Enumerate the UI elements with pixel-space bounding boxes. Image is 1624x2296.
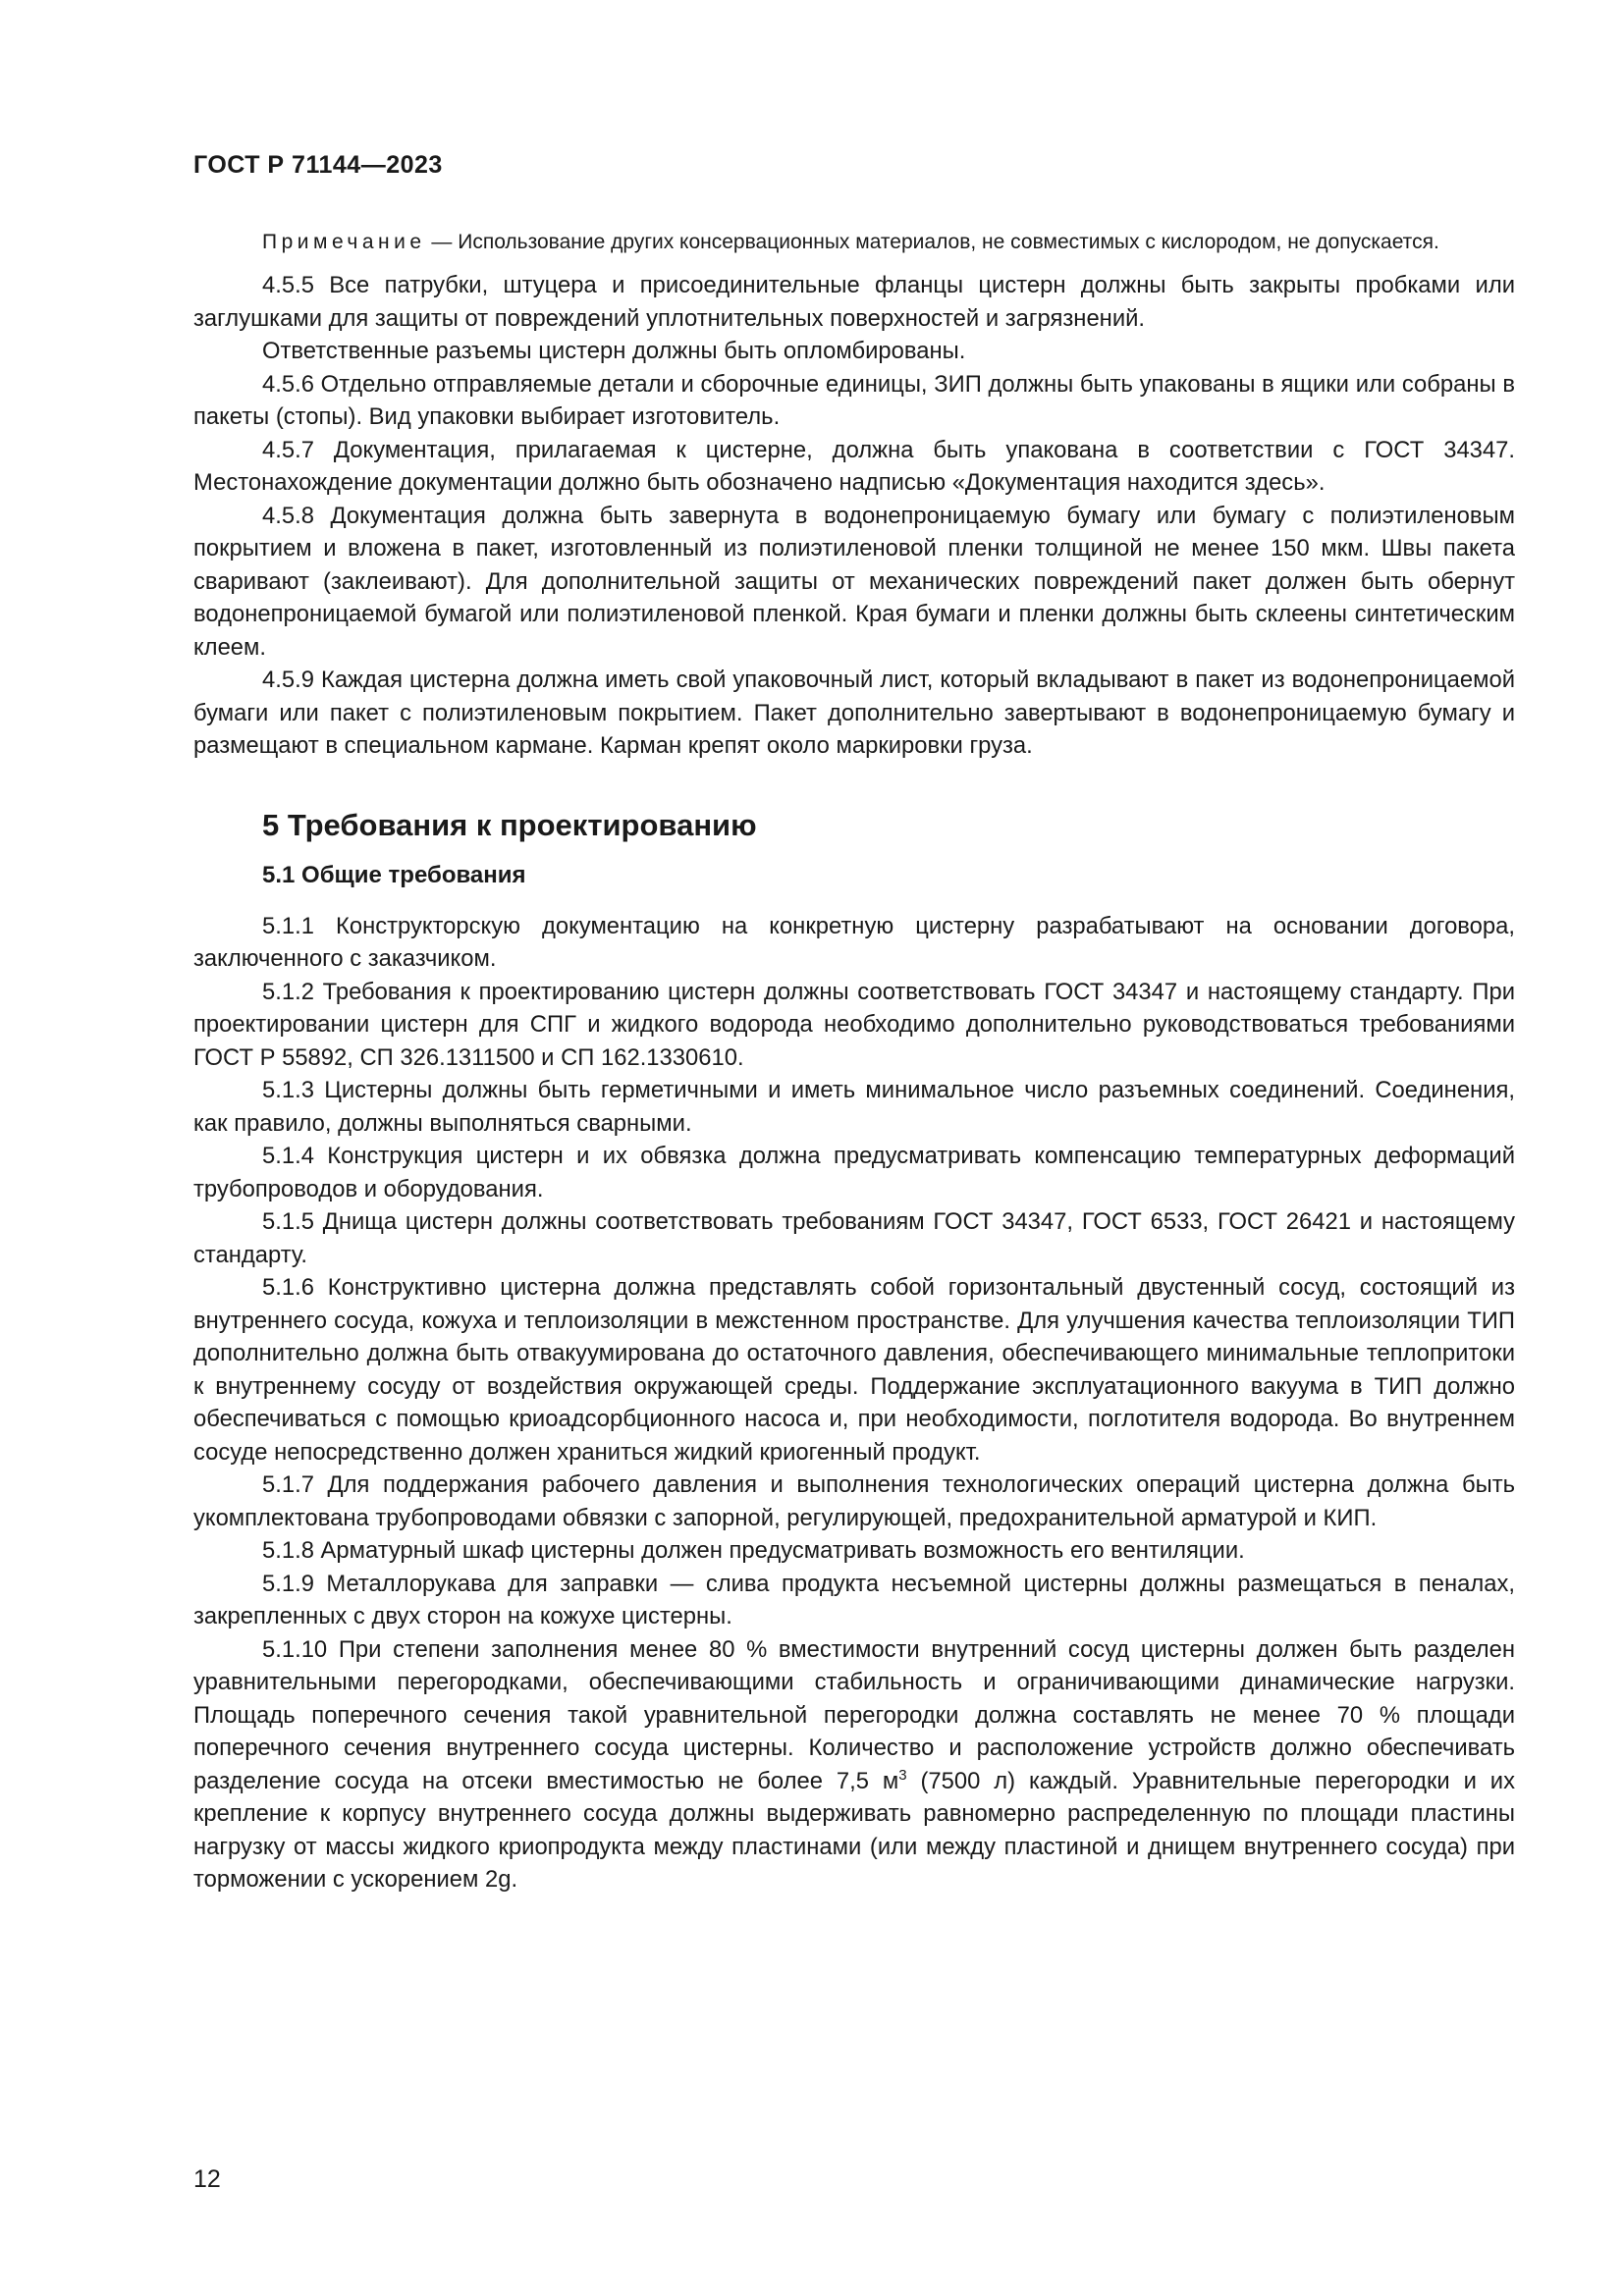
paragraph-5-1-1: 5.1.1 Конструкторскую документацию на конкретную цистерну разрабатывают на основании договора, заключенного с заказчиком. <box>193 912 1515 972</box>
paragraph-5-1-2: 5.1.2 Требования к проектированию цистерн должны соответствовать ГОСТ 34347 и настоящему стандарту. При проектировании цистерн для СПГ и жидкого водорода необходимо дополнительно руководствоваться требованиями ГОСТ Р 55892, СП 326.1311500 и СП 162.1330610. <box>193 978 1515 1071</box>
page-number: 12 <box>193 2165 221 2193</box>
paragraph-5-1-3: 5.1.3 Цистерны должны быть герметичными и иметь минимальное число разъемных соединений. Соединения, как правило, должны выполняться сварными. <box>193 1077 1515 1137</box>
paragraph-4-5-5: 4.5.5 Все патрубки, штуцера и присоединительные фланцы цистерн должны быть закрыты пробками или заглушками для защиты от повреждений уплотнительных поверхностей и загрязнений. <box>193 272 1515 332</box>
paragraph-5-1-10 <box>193 1633 1515 1896</box>
paragraph-4-5-6: 4.5.6 Отдельно отправляемые детали и сборочные единицы, ЗИП должны быть упакованы в ящики или собраны в пакеты (стопы). Вид упаковки выбирает изготовитель. <box>193 370 1515 430</box>
paragraph-4-5-5-continued: Ответственные разъемы цистерн должны быть опломбированы. <box>262 338 966 364</box>
note-text: — Использование других консервационных материалов, не совместимых с кислородом, не допускается. <box>425 231 1439 253</box>
subsection-5-1-heading: 5.1 Общие требования <box>262 861 526 888</box>
paragraph-5-1-4: 5.1.4 Конструкция цистерн и их обвязка должна предусматривать компенсацию температурных деформаций трубопроводов и оборудования. <box>193 1143 1515 1202</box>
section-5-heading: 5 Требования к проектированию <box>262 807 757 842</box>
note-paragraph <box>193 228 1515 257</box>
paragraph-5-1-10-part1: 5.1.10 При степени заполнения менее 80 % вместимости внутренний сосуд цистерны должен быть разделен уравнительными перегородками, обеспечивающими стабильность и ограничивающими динамические нагрузки. Площадь поперечного сечения такой уравнительной перегородки должна составлять не менее 70 % площади поперечного сечения внутреннего сосуда цистерны. Количество и расположение устройств должно обеспечивать разделение сосуда на отсеки вместимостью не более 7,5 м <box>193 1635 1515 1794</box>
paragraph-5-1-10-part2: (7500 л) каждый. Уравнительные перегородки и их крепление к корпусу внутреннего сосуда должны выдерживать равномерно распределенную по площади пластины нагрузку от массы жидкого криопродукта между пластинами (или между пластиной и днищем внутреннего сосуда) при торможении с ускорением 2g. <box>193 1767 1515 1893</box>
document-code-header: ГОСТ Р 71144—2023 <box>193 151 443 179</box>
paragraph-4-5-8: 4.5.8 Документация должна быть завернута в водонепроницаемую бумагу или бумагу с полиэтиленовым покрытием и вложена в пакет, изготовленный из полиэтиленовой пленки толщиной не менее 150 мкм. Швы пакета сваривают (заклеивают). Для дополнительной защиты от механических повреждений пакет должен быть обернут водонепроницаемой бумагой или полиэтиленовой пленкой. Края бумаги и пленки должны быть склеены синтетическим клеем. <box>193 502 1515 661</box>
paragraph-5-1-5: 5.1.5 Днища цистерн должны соответствовать требованиям ГОСТ 34347, ГОСТ 6533, ГОСТ 26421 и настоящему стандарту. <box>193 1208 1515 1268</box>
paragraph-5-1-9: 5.1.9 Металлорукава для заправки — слива продукта несъемной цистерны должны размещаться в пеналах, закрепленных с двух сторон на кожухе цистерны. <box>193 1570 1515 1629</box>
paragraph-5-1-8: 5.1.8 Арматурный шкаф цистерны должен предусматривать возможность его вентиляции. <box>262 1537 1245 1564</box>
paragraph-4-5-7: 4.5.7 Документация, прилагаемая к цистерне, должна быть упакована в соответствии с ГОСТ 34347. Местонахождение документации должно быть обозначено надписью «Документация находится здесь». <box>193 436 1515 496</box>
paragraph-5-1-6: 5.1.6 Конструктивно цистерна должна представлять собой горизонтальный двустенный сосуд, состоящий из внутреннего сосуда, кожуха и теплоизоляции в межстенном пространстве. Для улучшения качества теплоизоляции ТИП дополнительно должна быть отвакуумирована до остаточного давления, обеспечивающего минимальные теплопритоки к внутреннему сосуду от воздействия окружающей среды. Поддержание эксплуатационного вакуума в ТИП должно обеспечиваться с помощью криоадсорбционного насоса и, при необходимости, поглотителя водорода. Во внутреннем сосуде непосредственно должен храниться жидкий криогенный продукт. <box>193 1274 1515 1466</box>
cubic-superscript: 3 <box>898 1766 907 1784</box>
note-label: Примечание <box>262 231 426 253</box>
paragraph-5-1-7: 5.1.7 Для поддержания рабочего давления и выполнения технологических операций цистерна должна быть укомплектована трубопроводами обвязки с запорной, регулирующей, предохранительной арматурой и КИП. <box>193 1471 1515 1531</box>
paragraph-4-5-9: 4.5.9 Каждая цистерна должна иметь свой упаковочный лист, который вкладывают в пакет из водонепроницаемой бумаги или пакет с полиэтиленовым покрытием. Пакет дополнительно завертывают в водонепроницаемую бумагу и размещают в специальном кармане. Карман крепят около маркировки груза. <box>193 667 1515 759</box>
page-content <box>193 228 1515 1896</box>
